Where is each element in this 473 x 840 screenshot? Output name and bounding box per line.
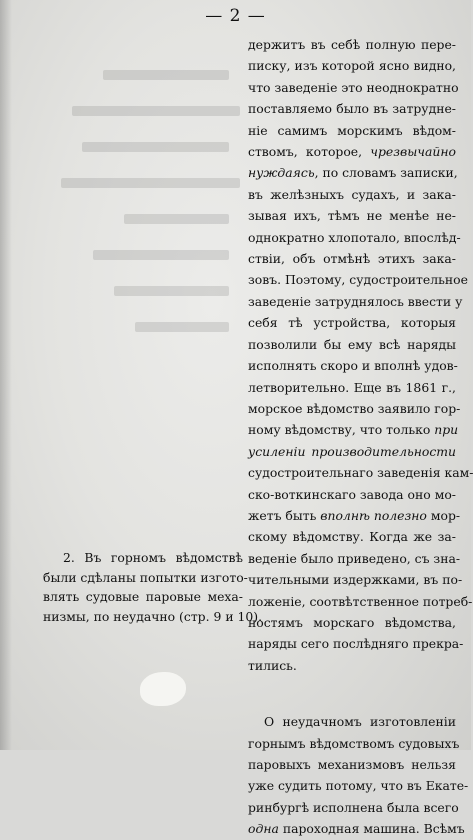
page-edge-shadow bbox=[0, 0, 12, 750]
bleed-through-text bbox=[40, 70, 250, 490]
text-line: зовъ. Поэтому, судостроительное bbox=[248, 272, 468, 288]
text-line: держитъ въ себѣ полную пере- bbox=[248, 37, 456, 52]
text-line: что заведеніе это неоднократно bbox=[248, 79, 459, 95]
text-line: ствомъ, которое, чрезвычайно bbox=[248, 144, 456, 160]
text-line: горнымъ вѣдомствомъ судовыхъ bbox=[248, 735, 460, 751]
text-line: чительными издержками, въ по- bbox=[248, 572, 463, 588]
margin-note-line: низмы, по неудачно (стр. 9 и 10). bbox=[43, 608, 263, 624]
text-line: однократно хлопотало, впослѣд- bbox=[248, 229, 461, 245]
text-line: исполнять скоро и вполнѣ удов- bbox=[248, 358, 458, 374]
paper-damage-hole bbox=[140, 672, 186, 706]
text-line: скому вѣдомству. Когда же за- bbox=[248, 529, 456, 545]
text-line: ринбургѣ исполнена была всего bbox=[248, 799, 459, 815]
margin-note-line: были сдѣланы попытки изгото- bbox=[43, 569, 248, 585]
text-line: ложеніе, соотвѣтственное потреб- bbox=[248, 593, 473, 609]
text-line: ностямъ морскаго вѣдомства, bbox=[248, 614, 456, 630]
text-line: веденіе было приведено, съ зна- bbox=[248, 550, 461, 566]
text-line: жетъ быть вполнѣ полезно мор- bbox=[248, 507, 461, 523]
text-line: летворительно. Еще въ 1861 г., bbox=[248, 379, 456, 395]
text-line: поставляемо было въ затрудне- bbox=[248, 101, 456, 117]
text-line: зывая ихъ, тѣмъ не менѣе не- bbox=[248, 208, 456, 224]
text-line: судостроительнаго заведенія кам- bbox=[248, 465, 473, 481]
paragraph-gap bbox=[248, 676, 456, 711]
page-number: — 2 — bbox=[205, 6, 266, 26]
text-line: ніе самимъ морскимъ вѣдом- bbox=[248, 122, 456, 138]
text-line: заведеніе затруднялось ввести у bbox=[248, 293, 463, 309]
text-line: одна пароходная машина. Всѣмъ bbox=[248, 821, 465, 837]
text-line: О неудачномъ изготовленіи bbox=[264, 714, 456, 730]
margin-note-line: 2. Въ горномъ вѣдомствѣ bbox=[63, 550, 243, 565]
main-text-column bbox=[248, 34, 473, 840]
text-line: ствіи, объ отмѣнѣ этихъ зака- bbox=[248, 251, 456, 267]
text-line: позволили бы ему всѣ наряды bbox=[248, 336, 456, 352]
text-line: тились. bbox=[248, 657, 297, 673]
text-line: ному вѣдомству, что только при bbox=[248, 422, 459, 438]
text-line: въ желѣзныхъ судахъ, и зака- bbox=[248, 186, 456, 202]
text-line: уже судить потому, что въ Екате- bbox=[248, 778, 469, 794]
text-line: ско-воткинскаго завода оно мо- bbox=[248, 486, 456, 502]
text-line: себя тѣ устройства, которыя bbox=[248, 315, 456, 331]
text-line: нуждаясь, по словамъ записки, bbox=[248, 165, 458, 181]
margin-note-line: влять судовые паровые меха- bbox=[43, 589, 243, 605]
text-line: наряды сего послѣдняго прекра- bbox=[248, 636, 464, 652]
text-line: писку, изъ которой ясно видно, bbox=[248, 58, 456, 74]
text-line: паровыхъ механизмовъ нельзя bbox=[248, 757, 456, 772]
margin-note bbox=[43, 548, 263, 626]
text-line: усиленіи производительности bbox=[248, 443, 456, 459]
text-line: морское вѣдомство заявило гор- bbox=[248, 400, 461, 416]
